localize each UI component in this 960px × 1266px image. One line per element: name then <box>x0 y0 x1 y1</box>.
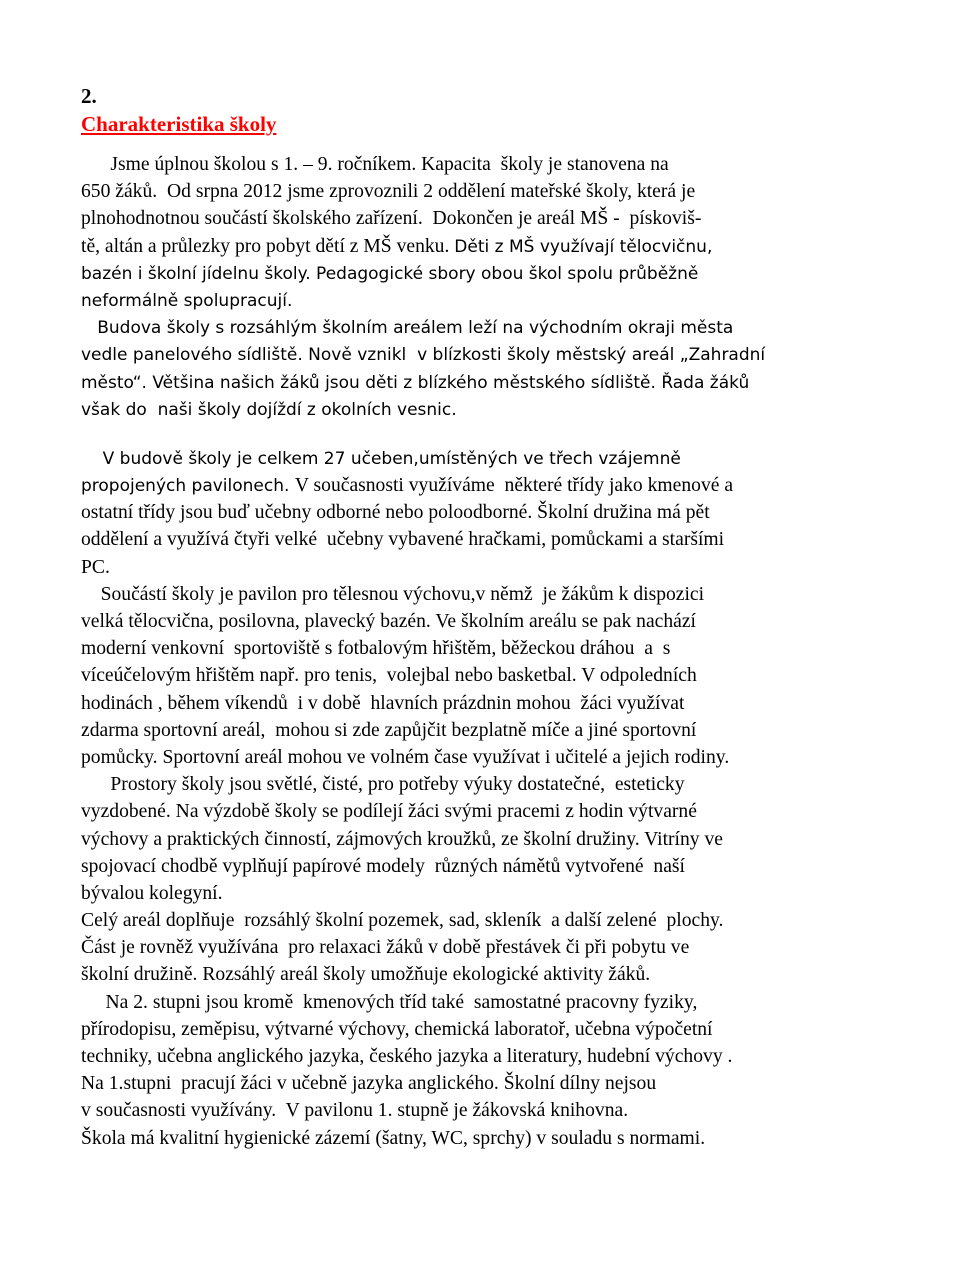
text-run: oddělení a využívá čtyři velké učebny vybavené hračkami, pomůckami a staršími <box>81 529 725 551</box>
text-line <box>81 989 881 1016</box>
text-line <box>81 690 881 717</box>
text-run: 650 žáků. Od srpna 2012 jsme zprovoznili 2 oddělení mateřské školy, která je <box>81 181 696 203</box>
text-run: přírodopisu, zeměpisu, výtvarné výchovy, chemická laboratoř, učebna výpočetní <box>81 1018 713 1040</box>
text-block <box>81 151 881 423</box>
text-run: ostatní třídy jsou buď učebny odborné nebo poloodborné. Školní družina má pět <box>81 502 710 524</box>
text-run: Část je rovněž využívána pro relaxaci žáků v době přestávek či při pobytu ve <box>81 937 690 959</box>
text-run: moderní venkovní sportoviště s fotbalovým hřištěm, běžeckou dráhou a s <box>81 638 671 660</box>
text-run: město“. Většina našich žáků jsou děti z blízkého městského sídliště. Řada žáků <box>81 372 750 393</box>
text-run: V budově školy je celkem 27 učeben,umístěných ve třech vzájemně <box>81 448 681 469</box>
text-line <box>81 472 881 499</box>
text-line <box>81 233 881 260</box>
section-title: Charakteristika školy <box>81 112 277 136</box>
text-run: tě, altán a průlezky pro pobyt dětí z MŠ venku. <box>81 235 455 257</box>
text-line <box>81 635 881 662</box>
text-line <box>81 880 881 907</box>
text-run: Součástí školy je pavilon pro tělesnou výchovu,v němž je žákům k dispozici <box>81 583 705 605</box>
text-run: víceúčelovým hřištěm např. pro tenis, volejbal nebo basketbal. V odpoledních <box>81 665 697 687</box>
section-number: 2. <box>81 84 97 108</box>
text-line <box>81 1125 881 1152</box>
text-run: Na 1.stupni pracují žáci v učebně jazyka anglického. Školní dílny nejsou <box>81 1073 657 1095</box>
text-run: Prostory školy jsou světlé, čisté, pro potřeby výuky dostatečné, esteticky <box>81 774 685 796</box>
text-line <box>81 151 881 178</box>
text-run: v současnosti využívány. V pavilonu 1. stupně je žákovská knihovna. <box>81 1100 629 1122</box>
text-line <box>81 826 881 853</box>
text-line <box>81 314 881 341</box>
text-line <box>81 499 881 526</box>
text-line <box>81 445 881 472</box>
text-run: Škola má kvalitní hygienické zázemí (šatny, WC, sprchy) v souladu s normami. <box>81 1127 706 1149</box>
text-line <box>81 205 881 232</box>
text-line <box>81 961 881 988</box>
text-line <box>81 853 881 880</box>
text-line <box>81 1016 881 1043</box>
text-run: bazén i školní jídelnu školy. Pedagogické sbory obou škol spolu průběžně <box>81 263 699 284</box>
text-line <box>81 396 881 423</box>
text-run: Celý areál doplňuje rozsáhlý školní pozemek, sad, skleník a další zelené plochy. <box>81 910 724 932</box>
text-block <box>81 445 881 1152</box>
text-run: Budova školy s rozsáhlým školním areálem leží na východním okraji města <box>81 318 734 339</box>
text-line <box>81 771 881 798</box>
text-run: V současnosti využíváme některé třídy jako kmenové a <box>294 475 734 497</box>
section-body <box>81 151 881 1152</box>
text-run: Děti z MŠ využívají tělocvičnu, <box>454 236 713 257</box>
text-line <box>81 744 881 771</box>
text-line <box>81 798 881 825</box>
text-run: techniky, učebna anglického jazyka, českého jazyka a literatury, hudební výchovy . <box>81 1046 733 1067</box>
text-line <box>81 662 881 689</box>
text-line <box>81 260 881 287</box>
text-run: velká tělocvična, posilovna, plavecký bazén. Ve školním areálu se pak nachází <box>81 611 696 632</box>
text-run: Na 2. stupni jsou kromě kmenových tříd také samostatné pracovny fyziky, <box>81 991 698 1013</box>
text-line <box>81 178 881 205</box>
text-run: však do naši školy dojíždí z okolních vesnic. <box>81 399 457 420</box>
text-run: školní družině. Rozsáhlý areál školy umožňuje ekologické aktivity žáků. <box>81 964 651 986</box>
text-line <box>81 581 881 608</box>
text-run: výchovy a praktických činností, zájmových kroužků, ze školní družiny. Vitríny ve <box>81 828 723 850</box>
text-line <box>81 1097 881 1124</box>
text-run: vedle panelového sídliště. Nově vznikl v blízkosti školy městský areál „Zahradní <box>81 345 766 366</box>
text-line <box>81 369 881 396</box>
text-run: pomůcky. Sportovní areál mohou ve volném čase využívat i učitelé a jejich rodiny. <box>81 746 730 768</box>
text-line <box>81 526 881 553</box>
text-run: bývalou kolegyní. <box>81 882 223 904</box>
document-page <box>81 83 881 1152</box>
text-run: zdarma sportovní areál, mohou si zde zapůjčit bezplatně míče a jiné sportovní <box>81 719 697 741</box>
text-line <box>81 934 881 961</box>
text-run: vyzdobené. Na výzdobě školy se podílejí žáci svými pracemi z hodin výtvarné <box>81 801 697 823</box>
text-run: Jsme úplnou školou s 1. – 9. ročníkem. Kapacita školy je stanovena na <box>81 154 669 175</box>
text-run: propojených pavilonech. <box>81 476 295 497</box>
text-run: neformálně spolupracují. <box>81 290 293 311</box>
text-run: hodinách , během víkendů i v době hlavních prázdnin mohou žáci využívat <box>81 692 685 714</box>
text-line <box>81 554 881 581</box>
paragraph-gap <box>81 423 881 445</box>
text-run: plnohodnotnou součástí školského zařízení. Dokončen je areál MŠ - pískoviš- <box>81 208 702 230</box>
text-line <box>81 1070 881 1097</box>
text-line <box>81 287 881 314</box>
text-line <box>81 608 881 635</box>
text-run: spojovací chodbě vyplňují papírové modely různých námětů vytvořené naší <box>81 855 685 877</box>
text-run: PC. <box>81 556 110 578</box>
text-line <box>81 717 881 744</box>
text-line <box>81 907 881 934</box>
text-line <box>81 341 881 368</box>
text-line <box>81 1043 881 1070</box>
